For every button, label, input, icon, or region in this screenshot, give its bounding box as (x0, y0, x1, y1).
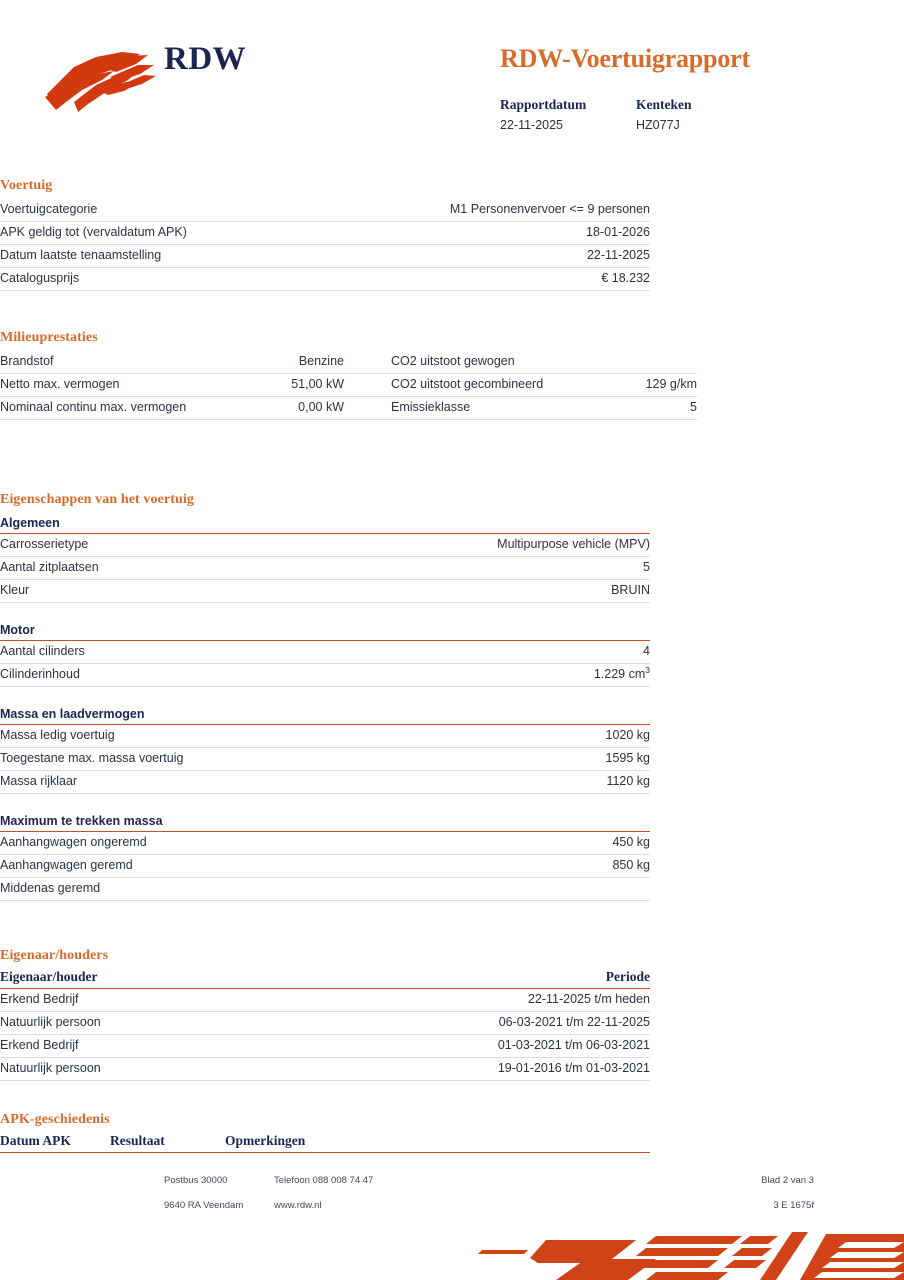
table-header-row (0, 969, 650, 988)
apk-header (0, 1133, 650, 1152)
row-value (330, 878, 650, 901)
table-row (0, 374, 697, 397)
row-value: Multipurpose vehicle (MPV) (330, 534, 650, 557)
row-value: 1020 kg (330, 725, 650, 748)
owner-name: Erkend Bedrijf (0, 1035, 330, 1058)
footer-form-code: 3 E 1675f (773, 1200, 814, 1211)
row-label-1: Nominaal continu max. vermogen (0, 397, 225, 420)
footer-address-city: 9640 RA Veendam (164, 1200, 244, 1211)
footer-phone: Telefoon 088 008 74 47 (274, 1175, 374, 1186)
row-value-1: 0,00 kW (225, 397, 352, 420)
report-meta (500, 96, 840, 135)
row-label: Toegestane max. massa voertuig (0, 748, 330, 771)
owner-name: Natuurlijk persoon (0, 1012, 330, 1035)
section-title-eigenschappen: Eigenschappen van het voertuig (0, 492, 194, 507)
vehicle-table (0, 199, 650, 291)
owner-name: Natuurlijk persoon (0, 1058, 330, 1081)
table-header-row (0, 1133, 650, 1152)
group-title: Motor (0, 623, 35, 637)
massa-table (0, 725, 650, 794)
report-date-column (500, 96, 636, 135)
table-row (0, 878, 650, 901)
rdw-speed-stripes-icon (460, 1214, 904, 1280)
row-value-cilinderinhoud (330, 664, 650, 687)
row-label: APK geldig tot (vervaldatum APK) (0, 222, 330, 245)
section-voertuig (0, 178, 650, 291)
table-row (0, 748, 650, 771)
table-row (0, 199, 650, 222)
row-label: Cilinderinhoud (0, 664, 330, 687)
apk-divider (0, 1152, 650, 1153)
report-date-value: 22-11-2025 (500, 118, 564, 132)
report-date-label: Rapportdatum (500, 97, 587, 112)
column-header-period: Periode (605, 969, 650, 984)
row-value: 450 kg (330, 832, 650, 855)
row-value: 1120 kg (330, 771, 650, 794)
footer-website[interactable]: www.rdw.nl (274, 1200, 322, 1211)
row-label: Aanhangwagen geremd (0, 855, 330, 878)
row-label-2: CO2 uitstoot gecombineerd (352, 374, 591, 397)
row-value: M1 Personenvervoer <= 9 personen (330, 199, 650, 222)
owner-name: Erkend Bedrijf (0, 989, 330, 1012)
owner-period: 19-01-2016 t/m 01-03-2021 (330, 1058, 650, 1081)
owners-table (0, 989, 650, 1081)
table-row (0, 1035, 650, 1058)
row-value-superscript: 3 (645, 664, 650, 675)
row-label-2: Emissieklasse (352, 397, 591, 420)
section-eigenaar-houders (0, 948, 650, 1081)
row-label-1: Brandstof (0, 351, 225, 374)
table-row (0, 397, 697, 420)
row-value-1: 51,00 kW (225, 374, 352, 397)
plate-label: Kenteken (636, 97, 692, 112)
section-milieuprestaties (0, 330, 697, 420)
row-value-1: Benzine (225, 351, 352, 374)
page-title: RDW-Voertuigrapport (500, 44, 750, 73)
table-row (0, 351, 697, 374)
group-title: Maximum te trekken massa (0, 814, 163, 828)
row-value: 4 (330, 641, 650, 664)
section-title-voertuig: Voertuig (0, 178, 53, 193)
group-algemeen (0, 516, 650, 603)
row-value: 850 kg (330, 855, 650, 878)
table-row (0, 268, 650, 291)
document-header (0, 0, 904, 160)
table-row (0, 855, 650, 878)
row-value-2: 129 g/km (591, 374, 697, 397)
row-label: Aantal zitplaatsen (0, 557, 330, 580)
row-label: Catalogusprijs (0, 268, 330, 291)
section-apk-geschiedenis (0, 1112, 650, 1153)
rdw-arrow-logo-icon (44, 44, 168, 116)
row-label: Carrosserietype (0, 534, 330, 557)
section-title-eigenaar-houders: Eigenaar/houders (0, 948, 109, 963)
table-row (0, 1058, 650, 1081)
document-footer (164, 1168, 814, 1218)
section-title-apk-geschiedenis: APK-geschiedenis (0, 1112, 110, 1127)
table-row (0, 245, 650, 268)
row-value: 22-11-2025 (330, 245, 650, 268)
table-row (0, 1012, 650, 1035)
owners-header (0, 969, 650, 988)
row-value: BRUIN (330, 580, 650, 603)
owner-period: 22-11-2025 t/m heden (330, 989, 650, 1012)
plate-value: HZ077J (636, 118, 680, 132)
table-row (0, 832, 650, 855)
table-row (0, 989, 650, 1012)
column-header-owner: Eigenaar/houder (0, 969, 98, 984)
table-row (0, 725, 650, 748)
row-value: 18-01-2026 (330, 222, 650, 245)
environment-table (0, 351, 697, 420)
row-value: 5 (330, 557, 650, 580)
row-value: € 18.232 (330, 268, 650, 291)
rdw-wordmark: RDW (164, 41, 247, 77)
group-motor (0, 623, 650, 687)
column-header-apk-remarks: Opmerkingen (225, 1133, 306, 1148)
group-title: Algemeen (0, 516, 60, 530)
row-value-2: 5 (591, 397, 697, 420)
table-row (0, 557, 650, 580)
row-label: Middenas geremd (0, 878, 330, 901)
motor-table (0, 641, 650, 687)
plate-column (636, 96, 816, 135)
trekgewicht-table (0, 832, 650, 901)
footer-line-1 (164, 1168, 814, 1193)
column-header-apk-result: Resultaat (110, 1133, 165, 1148)
owner-period: 06-03-2021 t/m 22-11-2025 (330, 1012, 650, 1035)
row-label: Kleur (0, 580, 330, 603)
group-massa (0, 707, 650, 794)
row-label-1: Netto max. vermogen (0, 374, 225, 397)
section-eigenschappen (0, 492, 650, 901)
table-row (0, 771, 650, 794)
table-row (0, 580, 650, 603)
section-title-milieuprestaties: Milieuprestaties (0, 330, 98, 345)
footer-page-number: Blad 2 van 3 (761, 1175, 814, 1186)
row-label: Massa ledig voertuig (0, 725, 330, 748)
row-label: Aantal cilinders (0, 641, 330, 664)
row-label: Massa rijklaar (0, 771, 330, 794)
table-row (0, 222, 650, 245)
footer-address-po-box: Postbus 30000 (164, 1175, 228, 1186)
group-trekgewicht (0, 814, 650, 901)
row-value: 1.229 cm (593, 667, 646, 681)
table-row (0, 534, 650, 557)
group-title: Massa en laadvermogen (0, 707, 145, 721)
column-header-apk-date: Datum APK (0, 1133, 71, 1148)
owner-period: 01-03-2021 t/m 06-03-2021 (330, 1035, 650, 1058)
algemeen-table (0, 534, 650, 603)
row-label: Aanhangwagen ongeremd (0, 832, 330, 855)
table-row (0, 641, 650, 664)
row-label-2: CO2 uitstoot gewogen (352, 351, 591, 374)
row-label: Datum laatste tenaamstelling (0, 245, 330, 268)
table-row (0, 664, 650, 687)
row-label: Voertuigcategorie (0, 199, 330, 222)
row-value: 1595 kg (330, 748, 650, 771)
row-value-2 (591, 351, 697, 374)
